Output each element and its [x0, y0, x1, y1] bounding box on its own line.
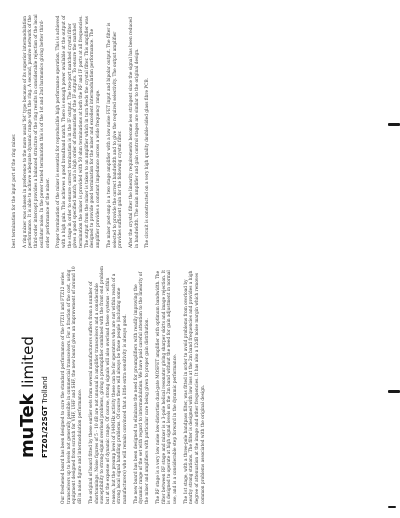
subtitle-model: FTZ01/22SGT [41, 405, 49, 458]
body-paragraph: The RF stage is a very low noise low-distortion dual-gate MOSFET amplifier with optimum bandwidth. The filter between RF stage and mixer is a 3-pole helical resonator giving sharper skirts and image rejection. It is designed to operate at high signal levels on the 2m band without the need for gain adjustment in normal use, and is a considerable step forward in the dynamic performance. [155, 269, 178, 504]
binding-hole-mark [388, 506, 396, 508]
right-text-column [12, 12, 156, 248]
body-paragraph: The new board has been designed to eliminate the need for preamplifiers with readily improving the dynamic range of the set with regard to intermodulation. We have paid careful attention to the linearity of the mixer and amplifiers with particular care being given to proper gain distribution. [133, 271, 151, 504]
masthead [18, 278, 49, 458]
left-text-column [61, 266, 211, 504]
body-paragraph: A ring mixer was chosen in preference to the more usual 'fet' type because of its superior intermodulation performance. It is able to achieve adequate dynamic range with the ring. A second, passive network of the third-order intercept provides a balanced structure of the ring results in considerable rejection of the local oscillator noise. In the power tested termination this is of the 1st and 2nd harmonics giving better third-order performance of the mixer. [22, 14, 51, 248]
body-paragraph: After the crystal filter the linearity requirements become less stringent since the signal has been reduced in bandwidth. The main amplifier and gain control stages are similar to the original design. [128, 17, 140, 248]
product-subtitle [41, 278, 49, 458]
logo-suffix: limited [19, 336, 37, 388]
subtitle-brand: Trolland [41, 376, 49, 404]
binding-hole-mark [388, 123, 400, 126]
body-paragraph: The mixer post-amp is a two stage amplifier with a low noise FET input and bipolar output. The filter is selected to provide the correct bandwidth and to give the required selectivity. The output amplifier provides sufficient gain for the following crystal filter. [106, 22, 124, 248]
body-paragraph: Proper termination of the mixer is essential for reproducible high performance operation. This is achieved with a high gain. This achieves a good broadband match. There is enough power available at the output of the stage in order to ensure correct termination is in the IF output. The two-port matched crystal filter gives a good specified match; and a high order of attenuation of the IF outputs. To ensure the matched termination the mixer is provided with 50 ohm terminations at both the RF and IF ports at all frequencies. The output from the mixer is taken to an amplifier which in turn feeds the crystal filter. This amplifier was designed to provide good termination for the mixer and excellent intermodulation performance. The amplifier provides a constant impedance across a wide frequency range. [56, 15, 102, 248]
binding-hole-mark [388, 390, 400, 393]
body-paragraph: The 1st stage, with a three-pole bandpass filter, was fitted in order to avoid problems from overload by nearby strong stations. The filter is designed with low loss at the 2m band frequencies and provides a high degree of attenuation at the image and other frequencies. It has also a 12dB noise margin which removes common problems associated with the original design. [183, 270, 206, 504]
body-paragraph: The original of board fitted by these earlier sets from several manufacturers suffers from a number of shortcomings. Noise figures of 5 - 10 dB are not unusual in amplifier transceivers and a considerable susceptibility to strong-signal overload problems, giving a preamplifier combined with the front end problem but at the expense of dynamic range. Of course, strong signals will also overload these systems - within reason, but the preamp level of 144MHz activity these can be for operators who are not within reach of a strong local signal handling problems. Of course there will always be those people (including some manufacturers) who will remain convinced that a little extra sensitivity is always good. [88, 266, 129, 504]
company-logo [18, 278, 38, 458]
body-paragraph: The circuit is constructed on a very high quality double-sided glass fibre PCB. [145, 77, 151, 248]
body-paragraph: best termination for the input port of the ring mixer. [12, 133, 17, 248]
logo-brand: muTek [17, 393, 38, 458]
body-paragraph: Our freshened board has been designed to cure the standard performance of the FTZ11 and FTZ12 series transceivers up to levels not generally possible in commercial transceivers. For a fraction of the cost, using equipment designed from scratch for VHF, UHF and SHF, the new board gives an improvement of around 10 dB in noise figure and intermodulation performance. [61, 266, 84, 504]
